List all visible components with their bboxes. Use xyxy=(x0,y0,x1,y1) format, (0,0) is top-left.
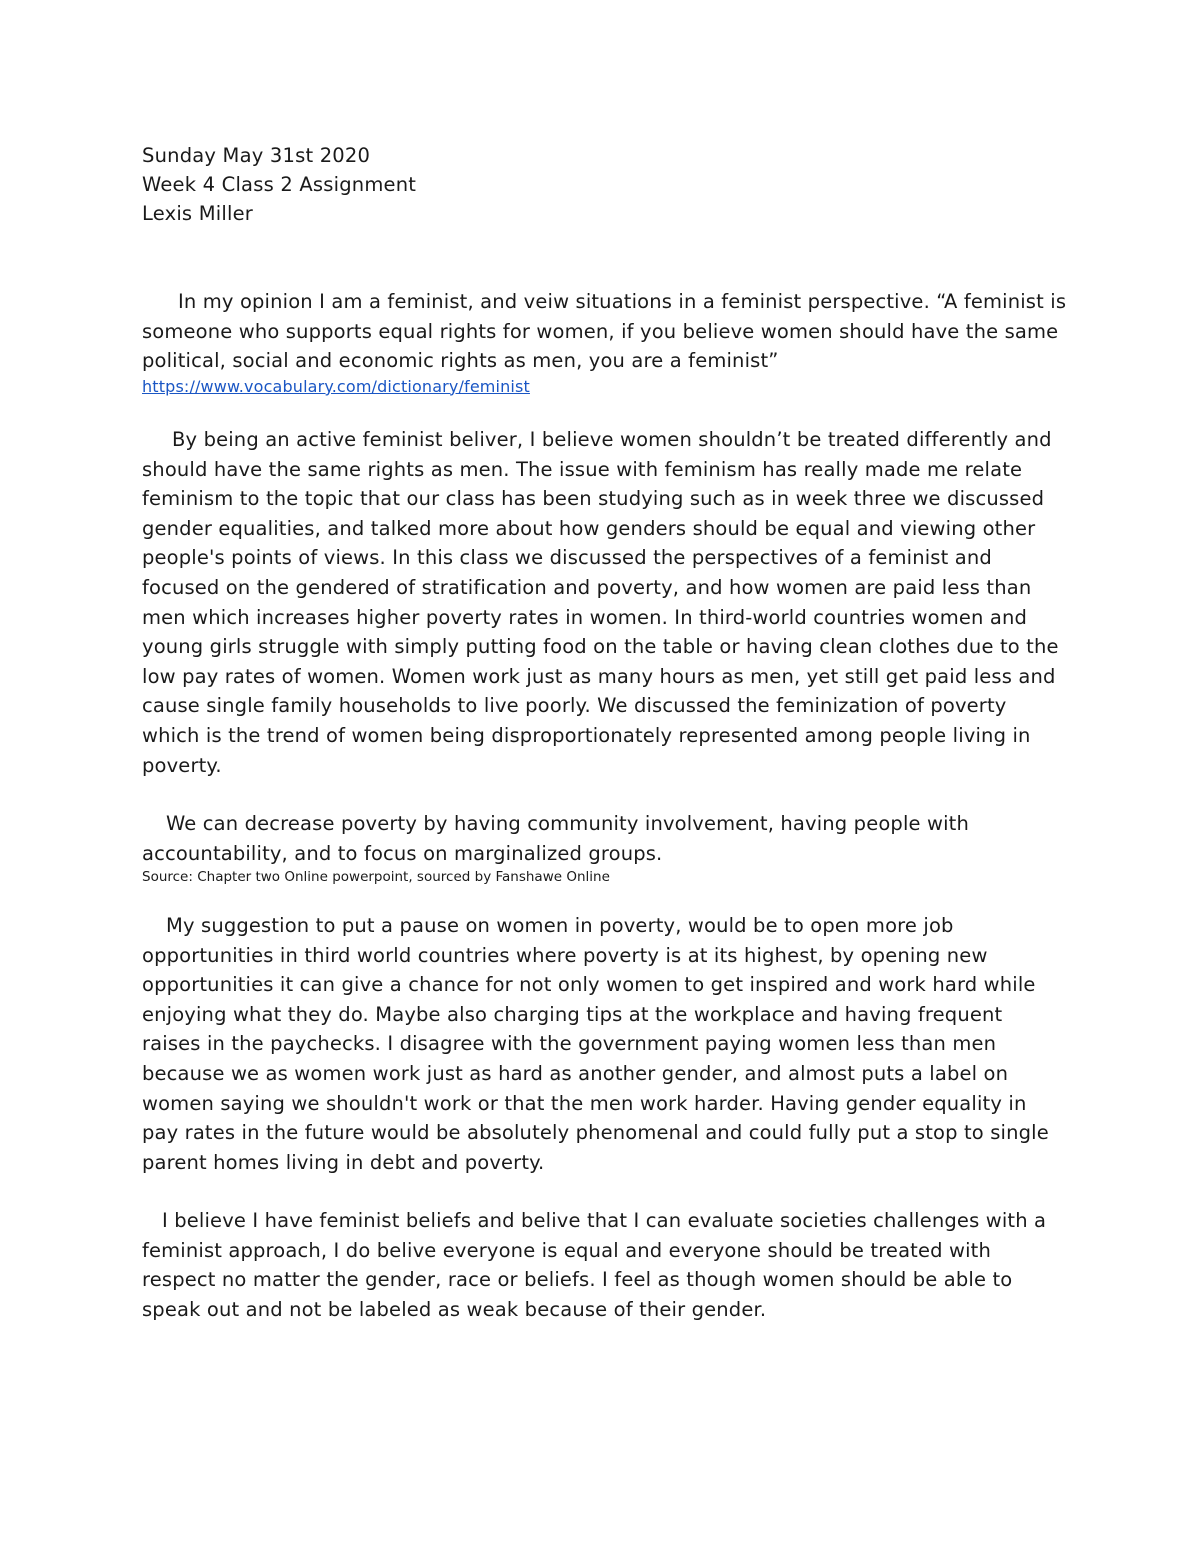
paragraph-feminist-beliefs xyxy=(142,425,1067,780)
document-header xyxy=(142,141,416,228)
paragraph-text: By being an active feminist beliver, I believe women shouldn’t be treated differently and should have the same rights as men. The issue with feminism has really made me relate feminism to the topic that our class has been studying such as in week three we discussed gender equalities, and talked more about how genders should be equal and viewing other people's points of views. In this class we discussed the perspectives of a feminist and focused on the gendered of stratification and poverty, and how women are paid less than men which increases higher poverty rates in women. In third-world countries women and young girls struggle with simply putting food on the table or having clean clothes due to the low pay rates of women. Women work just as many hours as men, yet still get paid less and cause single family households to live poorly. We discussed the feminization of poverty which is the trend of women being disproportionately represented among people living in poverty. xyxy=(142,428,1059,777)
paragraph-text: My suggestion to put a pause on women in poverty, would be to open more job opportunities in third world countries where poverty is at its highest, by opening new opportunities it can give a chance for not only women to get inspired and work hard while enjoying what they do. Maybe also charging tips at the workplace and having frequent raises in the paychecks. I disagree with the government paying women less than men because we as women work just as hard as another gender, and almost puts a label on women saying we shouldn't work or that the men work harder. Having gender equality in pay rates in the future would be absolutely phenomenal and could fully put a stop to single parent homes living in debt and poverty. xyxy=(142,914,1049,1174)
paragraph-decrease-poverty xyxy=(142,809,1067,886)
author-name: Lexis Miller xyxy=(142,202,253,225)
paragraph-suggestion xyxy=(142,911,1067,1177)
paragraph-text: We can decrease poverty by having community involvement, having people with accountability, and to focus on marginalized groups. xyxy=(142,812,969,865)
paragraph-conclusion xyxy=(142,1206,1067,1324)
vocabulary-link[interactable]: https://www.vocabulary.com/dictionary/feminist xyxy=(142,376,530,396)
assignment-title: Week 4 Class 2 Assignment xyxy=(142,173,417,196)
paragraph-text: I believe I have feminist beliefs and belive that I can evaluate societies challenges with a feminist approach, I do belive everyone is equal and everyone should be treated with respect no matter the gender, race or beliefs. I feel as though women should be able to speak out and not be labeled as weak because of their gender. xyxy=(142,1209,1047,1321)
source-citation: Source: Chapter two Online powerpoint, sourced by Fanshawe Online xyxy=(142,869,610,886)
paragraph-text: In my opinion I am a feminist, and veiw situations in a feminist perspective. “A feminist is someone who supports equal rights for women, if you believe women should have the same political, social and economic rights as men, you are a feminist” xyxy=(142,290,1067,373)
date-line: Sunday May 31st 2020 xyxy=(142,144,371,167)
paragraph-feminist-definition xyxy=(142,287,1067,398)
